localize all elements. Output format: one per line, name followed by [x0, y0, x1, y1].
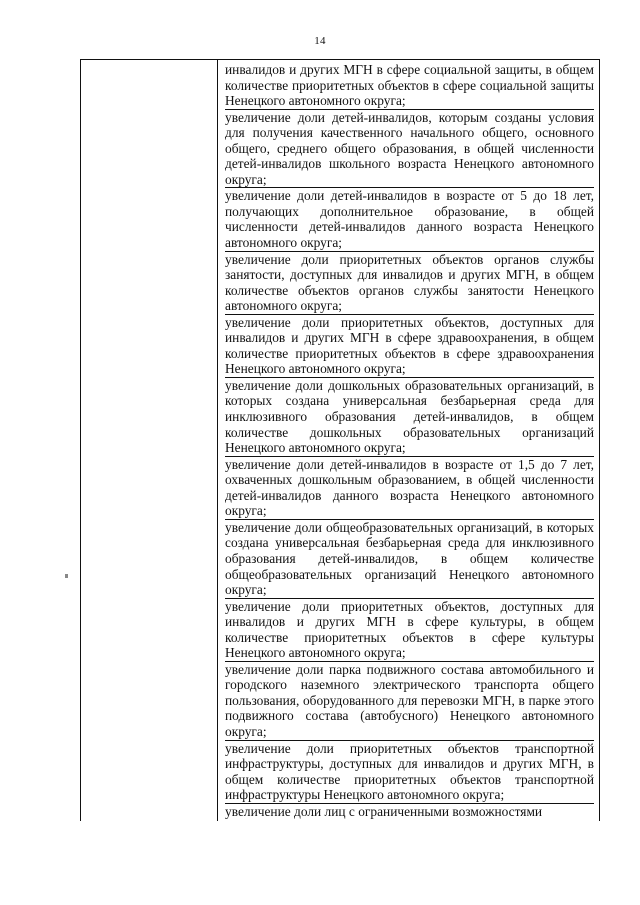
list-item: увеличение доли детей-инвалидов, которым созданы условия для получения качественного начального общего, основного общего, среднего общего образования, в общей численности детей-инвалидов школьного возраста Ненецкого автономного округа; [225, 109, 594, 187]
page-number: 14 [314, 35, 326, 47]
list-item: увеличение доли дошкольных образовательных организаций, в которых создана универсальная безбарьерная среда для инклюзивного образования детей-инвалидов, в общем количестве дошкольных образовательных организаций Ненецкого автономного округа; [225, 377, 594, 456]
list-item: увеличение доли приоритетных объектов транспортной инфраструктуры, доступных для инвалидов и других МГН, в общем количестве приоритетных объектов транспортной инфраструктуры Ненецкого автономного округа; [225, 740, 594, 803]
table-left-column [81, 60, 218, 821]
list-item: увеличение доли приоритетных объектов, доступных для инвалидов и других МГН в сфере культуры, в общем количестве приоритетных объектов в сфере культуры Ненецкого автономного округа; [225, 598, 594, 661]
list-item: увеличение доли детей-инвалидов в возрасте от 5 до 18 лет, получающих дополнительное образование, в общей численности детей-инвалидов данного возраста Ненецкого автономного округа; [225, 188, 594, 251]
list-item: инвалидов и других МГН в сфере социальной защиты, в общем количестве приоритетных объектов в сфере социальной защиты Ненецкого автономного округа; [225, 62, 594, 109]
list-item: увеличение доли лиц с ограниченными возможностями [225, 803, 594, 820]
list-item: увеличение доли общеобразовательных организаций, в которых создана универсальная безбарьерная среда для инклюзивного образования детей-инвалидов, в общем количестве общеобразовательных организаций Ненецкого автономного округа; [225, 519, 594, 598]
scan-speck [65, 574, 68, 578]
document-table [80, 59, 600, 821]
list-item: увеличение доли приоритетных объектов, доступных для инвалидов и других МГН в сфере здравоохранения, в общем количестве приоритетных объектов в сфере здравоохранения Ненецкого автономного округа; [225, 314, 594, 377]
list-item: увеличение доли парка подвижного состава автомобильного и городского наземного электрического транспорта общего пользования, оборудованного для перевозки МГН, в парке этого подвижного состава (автобусного) Ненецкого автономного округа; [225, 661, 594, 739]
list-item: увеличение доли приоритетных объектов органов службы занятости, доступных для инвалидов и других МГН, в общем количестве объектов органов службы занятости Ненецкого автономного округа; [225, 251, 594, 314]
table-right-column [218, 60, 599, 821]
list-item: увеличение доли детей-инвалидов в возрасте от 1,5 до 7 лет, охваченных дошкольным образованием, в общей численности детей-инвалидов данного возраста Ненецкого автономного округа; [225, 456, 594, 519]
